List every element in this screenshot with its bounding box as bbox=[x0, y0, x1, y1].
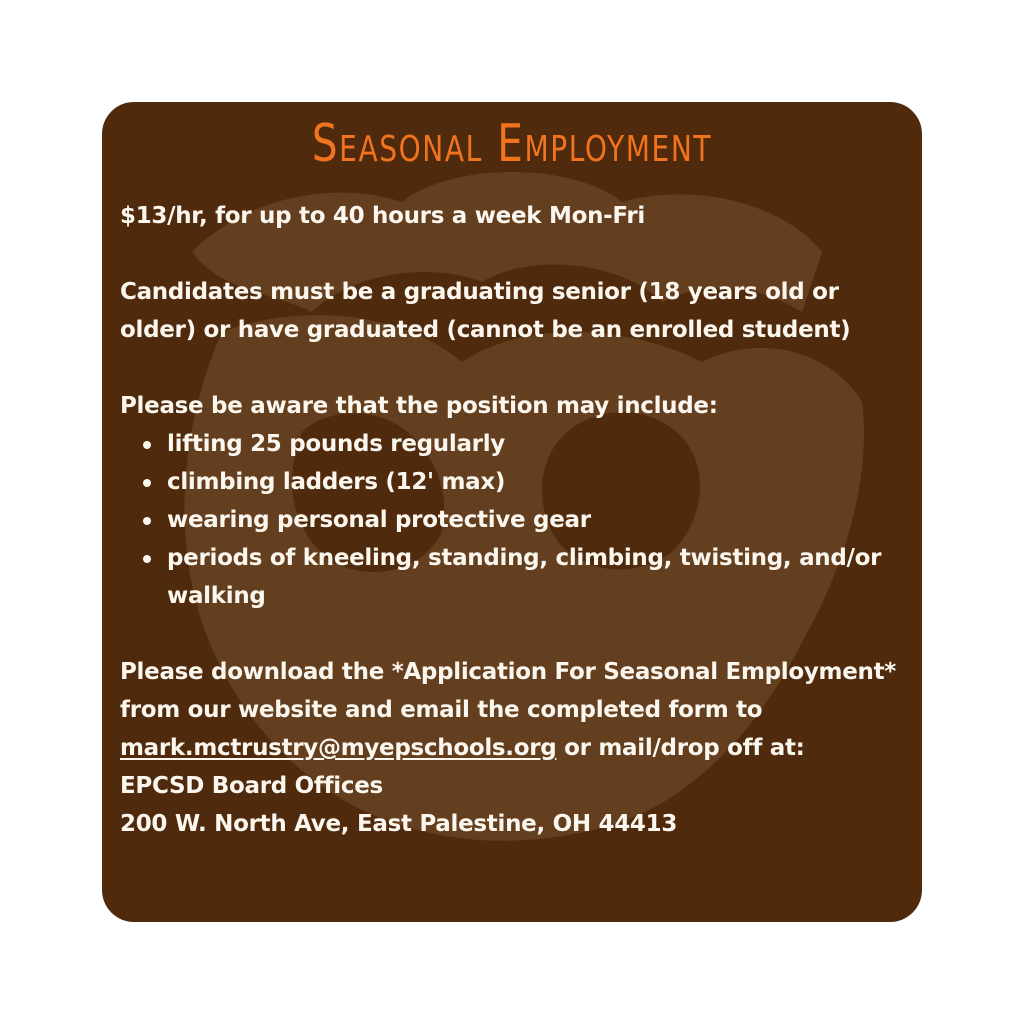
posting-body bbox=[120, 197, 915, 843]
spacer bbox=[120, 235, 915, 273]
eligibility-text: Candidates must be a graduating senior (18 years old or older) or have graduated (cannot be an enrolled student) bbox=[120, 279, 851, 343]
application-instructions bbox=[120, 653, 915, 767]
list-item: wearing personal protective gear bbox=[167, 501, 915, 539]
spacer bbox=[120, 615, 915, 653]
email-link[interactable]: mark.mctrustry@myepschools.org bbox=[120, 735, 557, 761]
application-text-after: or mail/drop off at: bbox=[556, 735, 805, 761]
pay-rate-text: $13/hr, for up to 40 hours a week Mon-Fri bbox=[120, 203, 645, 229]
office-name: EPCSD Board Offices bbox=[120, 773, 383, 799]
office-address: 200 W. North Ave, East Palestine, OH 44413 bbox=[120, 811, 678, 837]
spacer bbox=[120, 349, 915, 387]
page-title: Seasonal Employment bbox=[311, 114, 713, 174]
list-item: climbing ladders (12' max) bbox=[167, 463, 915, 501]
job-posting-card bbox=[102, 102, 922, 922]
requirements-list bbox=[120, 425, 915, 615]
list-item: periods of kneeling, standing, climbing, twisting, and/or walking bbox=[167, 539, 915, 615]
list-item: lifting 25 pounds regularly bbox=[167, 425, 915, 463]
requirements-intro: Please be aware that the position may include: bbox=[120, 393, 718, 419]
application-text-before: Please download the *Application For Seasonal Employment* from our website and email the completed form to bbox=[120, 659, 897, 723]
